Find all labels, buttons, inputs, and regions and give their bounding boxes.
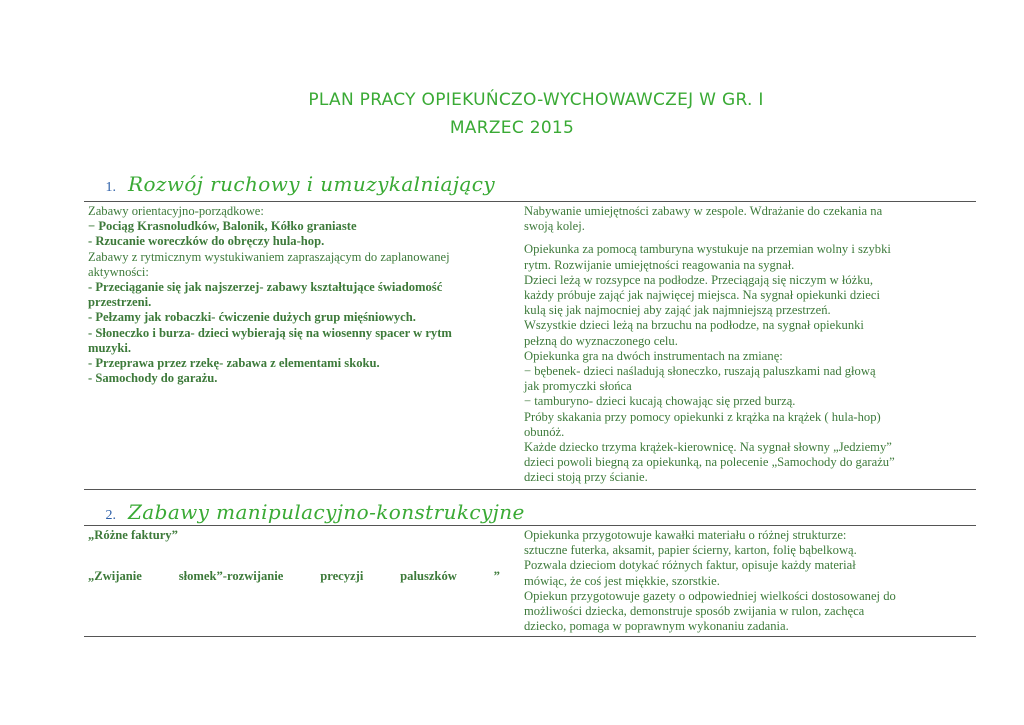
section-1-title: Rozwój ruchowy i umuzykalniający (128, 172, 496, 196)
list-item: mówiąc, że coś jest miękkie, szorstkie. (524, 573, 720, 588)
list-item: − tamburyno- dzieci kucają chowając się przed burzą. (524, 394, 796, 409)
section-1-table (84, 201, 976, 490)
document-title: PLAN PRACY OPIEKUŃCZO-WYCHOWAWCZEJ W GR. I (308, 90, 764, 110)
list-item: Zabawy orientacyjno-porządkowe: (88, 204, 264, 218)
list-item: sztuczne futerka, aksamit, papier ścierny, karton, folię bąbelkową. (524, 543, 857, 558)
section-2-title: Zabawy manipulacyjno-konstrukcyjne (128, 500, 525, 524)
list-item: każdy próbuje zająć jak najwięcej miejsca. Na sygnał opiekunki dzieci (524, 288, 880, 303)
section-1-heading (100, 172, 495, 196)
list-item: Wszystkie dzieci leżą na brzuchu na podłodze, na sygnał opiekunki (524, 318, 864, 333)
list-item: obunóż. (524, 424, 565, 439)
list-item: − bębenek- dzieci naśladują słoneczko, ruszają paluszkami nad głową (524, 364, 876, 379)
list-item: jak promyczki słońca (524, 379, 632, 394)
list-item: Pozwala dzieciom dotykać różnych faktur, opisuje każdy materiał (524, 558, 856, 573)
table-row (84, 202, 976, 490)
section-2-description-cell (516, 526, 976, 637)
list-item: muzyki. (88, 340, 132, 355)
list-item: przestrzeni. (88, 295, 152, 310)
list-item: Opiekunka za pomocą tamburyna wystukuje na przemian wolny i szybki (524, 242, 891, 257)
list-item: swoją kolej. (524, 219, 585, 234)
section-2-number: 2. (105, 508, 116, 523)
list-item: „Zwijanie słomek”-rozwijanie precyzji paluszków ” (88, 569, 500, 584)
list-item: „Różne faktury” (88, 528, 178, 542)
section-1-activities-cell (84, 202, 516, 490)
list-item: dziecko, pomaga w poprawnym wykonaniu zadania. (524, 619, 789, 634)
list-item: możliwości dziecka, demonstruje sposób zwijania w rulon, zachęca (524, 604, 865, 619)
section-2-heading (100, 500, 525, 524)
list-item: dzieci powoli biegną za opiekunką, na polecenie „Samochody do garażu” (524, 455, 895, 470)
section-2-table (84, 525, 976, 637)
document-subtitle-date: MARZEC 2015 (449, 118, 575, 138)
list-item: Opiekunka gra na dwóch instrumentach na zmianę: (524, 348, 783, 363)
list-item: pełzną do wyznaczonego celu. (524, 333, 678, 348)
list-item: Nabywanie umiejętności zabawy w zespole. Wdrażanie do czekania na (524, 204, 883, 218)
list-item: Opiekun przygotowuje gazety o odpowiedniej wielkości dostosowanej do (524, 588, 896, 603)
list-item: kulą się jak najmocniej aby zająć jak najmniejszą przestrzeń. (524, 303, 831, 318)
list-item: Zabawy z rytmicznym wystukiwaniem zapraszającym do zaplanowanej (88, 249, 450, 264)
list-item: - Pełzamy jak robaczki- ćwiczenie dużych grup mięśniowych. (88, 310, 416, 325)
list-item: rytm. Rozwijanie umiejętności reagowania na sygnał. (524, 257, 795, 272)
section-2-activities-cell (84, 526, 516, 637)
list-item: - Przeprawa przez rzekę- zabawa z elementami skoku. (88, 356, 380, 371)
list-item: Każde dziecko trzyma krążek-kierownicę. Na sygnał słowny „Jedziemy” (524, 440, 892, 455)
list-item: − Pociąg Krasnoludków, Balonik, Kółko graniaste (88, 219, 357, 234)
list-item: Dzieci leżą w rozsypce na podłodze. Przeciągają się niczym w łóżku, (524, 272, 873, 287)
section-1-description-cell (516, 202, 976, 490)
list-item: Próby skakania przy pomocy opiekunki z krążka na krążek ( hula-hop) (524, 409, 881, 424)
list-item: - Rzucanie woreczków do obręczy hula-hop. (88, 234, 325, 249)
table-row (84, 526, 976, 637)
list-item: aktywności: (88, 264, 149, 279)
list-item: - Przeciąganie się jak najszerzej- zabawy kształtujące świadomość (88, 280, 443, 295)
list-item: Opiekunka przygotowuje kawałki materiału o różnej strukturze: (524, 528, 847, 542)
section-1-number: 1. (105, 180, 116, 195)
list-item: - Samochody do garażu. (88, 371, 218, 386)
list-item: dzieci stoją przy ścianie. (524, 470, 648, 485)
list-item: - Słoneczko i burza- dzieci wybierają się na wiosenny spacer w rytm (88, 325, 452, 340)
